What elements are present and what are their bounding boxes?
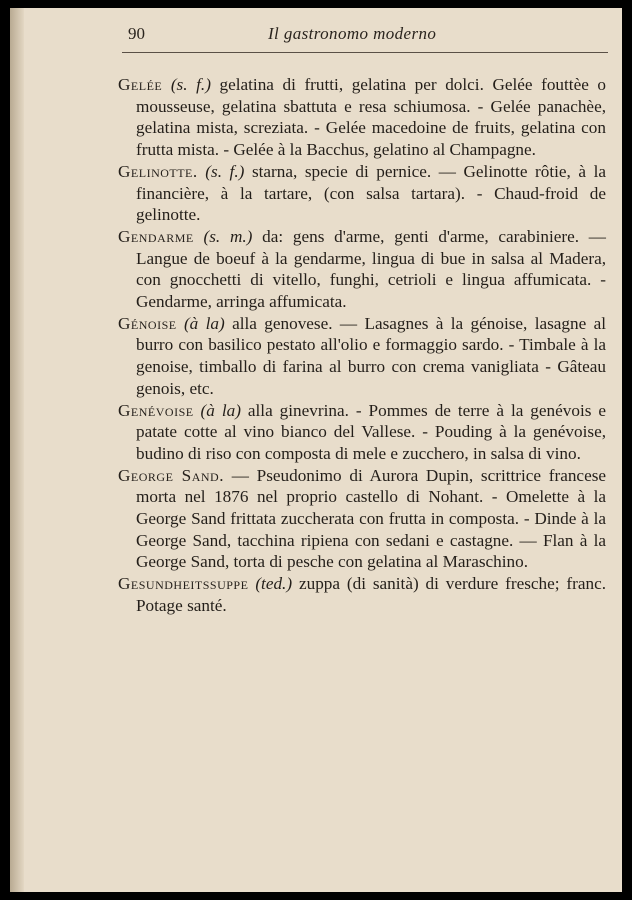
definition: starna, specie di pernice. — Gelinotte rôtie, à la financière, à la tartare, (con salsa tartara). - Chaud-froid de gelinotte. [136, 161, 606, 225]
definition: alla genovese. — Lasagnes à la génoise, lasagne al burro con basilico pestato all'olio e formaggio sardo. - Timbale à la genoise, timballo di farina al burro con crema vanigliata - Gâteau genois, etc. [136, 313, 607, 398]
headword: George Sand. [118, 465, 224, 485]
page-gutter-shadow [10, 8, 24, 892]
entry-gendarme [118, 226, 606, 313]
header-rule [122, 52, 608, 53]
definition: alla ginevrina. - Pommes de terre à la genévois e patate cotte al vino bianco del Vallese. - Pouding à la genévoise, budino di riso con composta di mele e zucchero, in salsa di vino. [136, 400, 607, 463]
grammar-note: (s. m.) [203, 226, 253, 246]
definition: — Pseudonimo di Aurora Dupin, scrittrice francese morta nel 1876 nel proprio castello di Nohant. - Omelette à la George Sand frittata zuccherata con frutta in composta. - Dinde à la George Sand, tacchina ripiena con sedani e castagne. — Flan à la George Sand, torta di pesche con gelatina al Maraschino. [136, 465, 607, 572]
entry-gelinotte [118, 161, 606, 226]
page-header [128, 24, 598, 50]
grammar-note: (s. f.) [205, 161, 245, 181]
book-page [10, 8, 622, 892]
entry-gelee [118, 74, 607, 161]
grammar-note: (s. f.) [170, 75, 211, 94]
grammar-note: (à la) [200, 400, 241, 420]
headword: Gelée [118, 75, 163, 94]
running-title: Il gastronomo moderno [268, 24, 437, 43]
definition: zuppa (di sanità) di verdure fresche; franc. Potage santé. [136, 574, 607, 615]
headword: Genévoise [118, 400, 194, 420]
entry-genoise [118, 313, 607, 400]
entry-george-sand [118, 465, 607, 574]
entry-genevoise [118, 400, 607, 465]
grammar-note: (ted.) [255, 574, 293, 594]
definition: gelatina di frutti, gelatina per dolci. Gelée fouttèe o mousseuse, gelatina sbattuta e resa schiumosa. - Gelée panachèe, gelatina mista, screziata. - Gelée macedoine de fruits, gelatina con frutta mista. - Gelée à la Bacchus, gelatino al Champagne. [136, 75, 607, 160]
headword: Gendarme [118, 226, 194, 246]
headword: Gesundheitssuppe [118, 574, 249, 594]
entry-gesundheitssuppe [118, 573, 607, 616]
grammar-note: (à la) [183, 313, 225, 333]
definition: da: gens d'arme, genti d'arme, carabiniere. — Langue de boeuf à la gendarme, lingua di bue in salsa al Madera, con gnocchetti di vitello, funghi, cetrioli e lingua affumicata. - Gendarme, arringa affumicata. [136, 226, 606, 312]
headword: Génoise [118, 313, 177, 333]
headword: Gelinotte. [118, 161, 198, 181]
dictionary-body [118, 74, 606, 617]
page-number: 90 [128, 24, 145, 43]
